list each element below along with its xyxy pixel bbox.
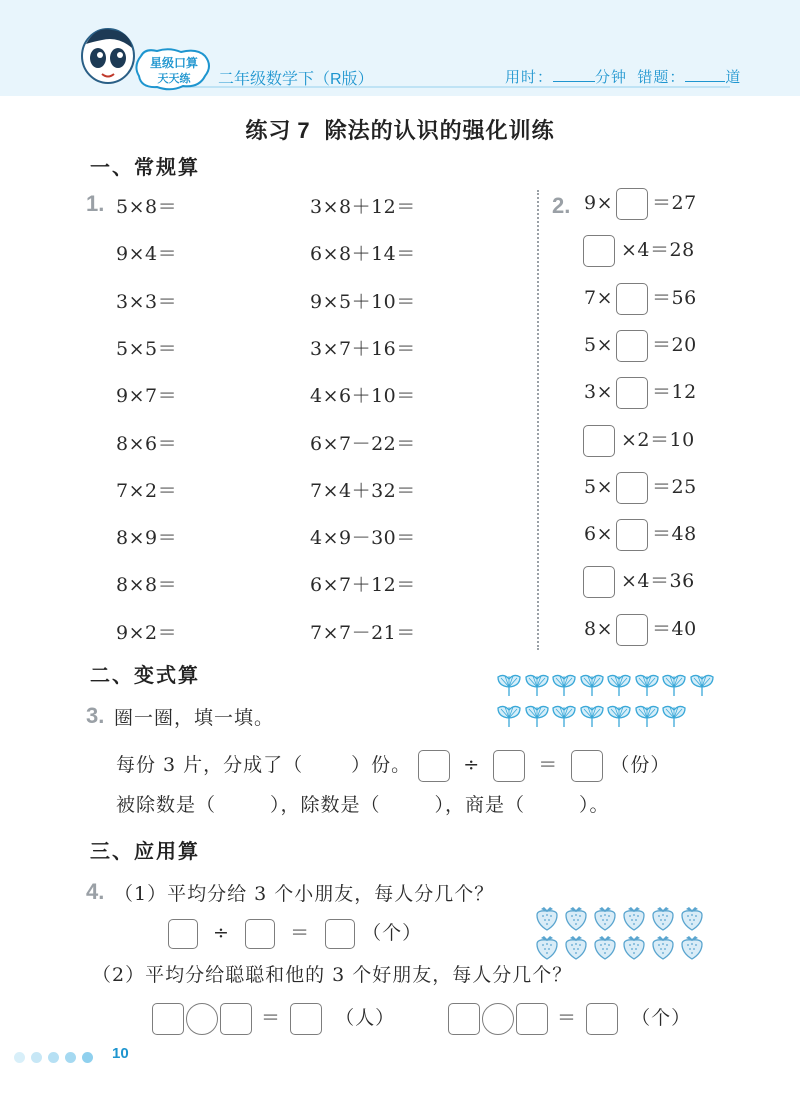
q4-people-equation xyxy=(152,1003,395,1035)
column-divider xyxy=(537,190,539,650)
page-title xyxy=(0,114,800,145)
q2-row xyxy=(584,330,697,362)
q3-quotient-box[interactable] xyxy=(571,750,603,782)
q1-expression: 9×7＝ xyxy=(116,385,178,408)
q4-quotient-box[interactable] xyxy=(325,919,355,949)
q1-expression: 8×8＝ xyxy=(116,574,178,597)
q2-suffix: ＝40 xyxy=(652,617,697,640)
q3-line1-start: 每份 3 片，分成了（ xyxy=(116,754,304,776)
q4-unit-1: （个） xyxy=(362,922,423,944)
strawberry-icon xyxy=(679,933,705,961)
q1-expression: 5×5＝ xyxy=(116,337,178,360)
q2-row xyxy=(584,614,697,646)
q3-line2-end: ）。 xyxy=(579,794,610,816)
q2-prefix: 5× xyxy=(584,333,614,356)
time-label: 用时： xyxy=(505,69,554,86)
strawberry-icon xyxy=(534,933,560,961)
title-number: 7 xyxy=(297,118,311,143)
q2-prefix: 3× xyxy=(584,381,614,404)
q2-answer-box[interactable] xyxy=(616,188,648,220)
footer-dot xyxy=(65,1052,76,1063)
equals-sign: ＝ xyxy=(290,922,311,944)
q4-people-result-box[interactable] xyxy=(290,1003,322,1035)
section-heading-1: 一、常规算 xyxy=(90,155,200,179)
q1-expression: 3×3＝ xyxy=(116,290,178,313)
q4-people-box-2[interactable] xyxy=(220,1003,252,1035)
q2-answer-box[interactable] xyxy=(616,330,648,362)
q3-line1-end: ）份。 xyxy=(351,754,412,776)
q4-dividend-box[interactable] xyxy=(168,919,198,949)
svg-text:天天练: 天天练 xyxy=(157,72,191,85)
q1-expression: 8×6＝ xyxy=(116,432,178,455)
svg-text:星级口算: 星级口算 xyxy=(149,56,199,70)
brand-logo xyxy=(135,48,213,92)
count-label: 道 xyxy=(725,69,742,86)
ginkgo-leaf-icon xyxy=(579,703,605,729)
ginkgo-leaf-icon xyxy=(689,672,715,698)
strawberry-icon xyxy=(621,904,647,932)
q4-part1-equation xyxy=(168,918,422,949)
ginkgo-leaf-icon xyxy=(551,703,577,729)
q2-suffix: ×2＝10 xyxy=(621,428,695,451)
q2-row xyxy=(584,472,697,504)
q2-prefix: 7× xyxy=(584,286,614,309)
time-record xyxy=(505,66,741,87)
equals-sign: ＝ xyxy=(557,1007,578,1029)
q3-quotient-label: ），商是（ xyxy=(434,794,526,816)
q2-suffix: ＝56 xyxy=(652,286,697,309)
division-sign: ÷ xyxy=(213,922,230,944)
ginkgo-leaf-icon xyxy=(496,672,522,698)
q4-items-operator-circle[interactable] xyxy=(482,1003,514,1035)
q4-part-2: （2）平均分给聪聪和他的 3 个好朋友，每人分几个？ xyxy=(92,964,573,986)
title-text: 除法的认识的强化训练 xyxy=(324,119,555,144)
q2-row xyxy=(584,188,697,220)
page-number: 10 xyxy=(112,1045,129,1062)
q4-unit-people: （人） xyxy=(335,1007,396,1029)
q2-prefix: 5× xyxy=(584,475,614,498)
q2-answer-box[interactable] xyxy=(616,283,648,315)
division-sign: ÷ xyxy=(463,754,481,776)
q1-expression: 7×4＋32＝ xyxy=(310,479,416,502)
ginkgo-leaf-icon xyxy=(661,703,687,729)
ginkgo-leaf-icon xyxy=(551,672,577,698)
q4-items-result-box[interactable] xyxy=(586,1003,618,1035)
footer-dot xyxy=(82,1052,93,1063)
strawberry-icon xyxy=(563,933,589,961)
q2-suffix: ＝12 xyxy=(652,381,697,404)
q2-row xyxy=(584,519,697,551)
q2-answer-box[interactable] xyxy=(583,566,615,598)
q1-expression: 6×8＋14＝ xyxy=(310,243,416,266)
question-number-2: 2. xyxy=(552,193,571,218)
q3-line-1 xyxy=(116,750,670,782)
section-heading-3: 三、应用算 xyxy=(90,839,200,863)
q2-row xyxy=(583,235,695,267)
q2-suffix: ＝25 xyxy=(652,475,697,498)
ginkgo-leaf-icon xyxy=(634,672,660,698)
ginkgo-leaf-icon xyxy=(496,703,522,729)
q2-suffix: ＝27 xyxy=(652,192,697,214)
q4-people-operator-circle[interactable] xyxy=(186,1003,218,1035)
q2-suffix: ＝48 xyxy=(652,523,697,546)
q2-answer-box[interactable] xyxy=(616,614,648,646)
q4-items-box-1[interactable] xyxy=(448,1003,480,1035)
ginkgo-leaf-icon xyxy=(661,672,687,698)
q2-row xyxy=(583,425,695,457)
q1-expression: 3×8＋12＝ xyxy=(310,196,416,218)
minute-label: 分钟 xyxy=(595,69,628,86)
strawberry-icon xyxy=(563,904,589,932)
strawberry-icon xyxy=(679,904,705,932)
q2-row xyxy=(584,283,697,315)
q3-dividend-label: 被除数是（ xyxy=(116,794,217,816)
question-number-3: 3. xyxy=(86,703,105,728)
ginkgo-leaf-icon xyxy=(634,703,660,729)
q1-expression: 7×7－21＝ xyxy=(310,621,416,644)
footer-dot xyxy=(14,1052,25,1063)
series-title: 二年级数学下（R版） xyxy=(218,71,374,88)
ginkgo-leaf-icon xyxy=(606,703,632,729)
section-heading-2: 二、变式算 xyxy=(90,663,200,687)
ginkgo-leaf-icon xyxy=(524,672,550,698)
q1-expression: 5×8＝ xyxy=(116,196,178,218)
q4-unit-items: （个） xyxy=(631,1007,692,1029)
strawberry-icon xyxy=(534,904,560,932)
strawberry-icon xyxy=(592,933,618,961)
q1-expression: 8×9＝ xyxy=(116,527,178,550)
question-number-4: 4. xyxy=(86,879,105,904)
ginkgo-leaf-icon xyxy=(524,703,550,729)
q2-row xyxy=(584,377,697,409)
ginkgo-leaf-icon xyxy=(606,672,632,698)
strawberry-icon xyxy=(621,933,647,961)
q2-prefix: 8× xyxy=(584,617,614,640)
q3-divisor-label: ），除数是（ xyxy=(270,794,381,816)
q2-suffix: ＝20 xyxy=(652,333,697,356)
q2-prefix: 9× xyxy=(584,192,614,214)
q1-expression: 9×2＝ xyxy=(116,621,178,644)
q2-answer-box[interactable] xyxy=(616,377,648,409)
q1-expression: 3×7＋16＝ xyxy=(310,337,416,360)
q4-divisor-box[interactable] xyxy=(245,919,275,949)
q1-expression: 7×2＝ xyxy=(116,479,178,502)
q1-expression: 9×4＝ xyxy=(116,243,178,266)
ginkgo-leaf-icon xyxy=(579,672,605,698)
q2-prefix: 6× xyxy=(584,523,614,546)
q3-unit: （份） xyxy=(610,754,671,776)
q3-prompt: 圈一圈，填一填。 xyxy=(114,707,275,729)
strawberry-icon xyxy=(592,904,618,932)
q2-suffix: ×4＝36 xyxy=(621,570,695,593)
title-prefix: 练习 xyxy=(245,119,292,144)
mascot-icon xyxy=(78,22,138,88)
error-label: 错题： xyxy=(637,69,686,86)
q2-answer-box[interactable] xyxy=(583,425,615,457)
strawberry-icon xyxy=(650,904,676,932)
q4-part-1: （1）平均分给 3 个小朋友，每人分几个？ xyxy=(114,883,495,905)
q1-expression: 4×9－30＝ xyxy=(310,527,416,550)
q2-row xyxy=(583,566,695,598)
equals-sign: ＝ xyxy=(538,754,559,776)
q3-dividend-box[interactable] xyxy=(418,750,450,782)
q4-people-box-1[interactable] xyxy=(152,1003,184,1035)
time-blank[interactable] xyxy=(553,67,595,82)
footer-dots xyxy=(14,1048,99,1067)
footer-dot xyxy=(31,1052,42,1063)
q1-expression: 6×7－22＝ xyxy=(310,432,416,455)
q2-answer-box[interactable] xyxy=(616,519,648,551)
q3-divisor-box[interactable] xyxy=(493,750,525,782)
equals-sign: ＝ xyxy=(261,1007,282,1029)
q3-line-2 xyxy=(116,790,610,817)
q1-expression: 6×7＋12＝ xyxy=(310,574,416,597)
q2-suffix: ×4＝28 xyxy=(621,239,695,262)
footer-dot xyxy=(48,1052,59,1063)
strawberry-icon xyxy=(650,933,676,961)
q2-answer-box[interactable] xyxy=(616,472,648,504)
error-blank[interactable] xyxy=(685,67,725,82)
q4-items-equation xyxy=(448,1003,691,1035)
q2-answer-box[interactable] xyxy=(583,235,615,267)
q1-expression: 4×6＋10＝ xyxy=(310,385,416,408)
q4-items-box-2[interactable] xyxy=(516,1003,548,1035)
question-number-1: 1. xyxy=(86,191,105,216)
q1-expression: 9×5＋10＝ xyxy=(310,290,416,313)
